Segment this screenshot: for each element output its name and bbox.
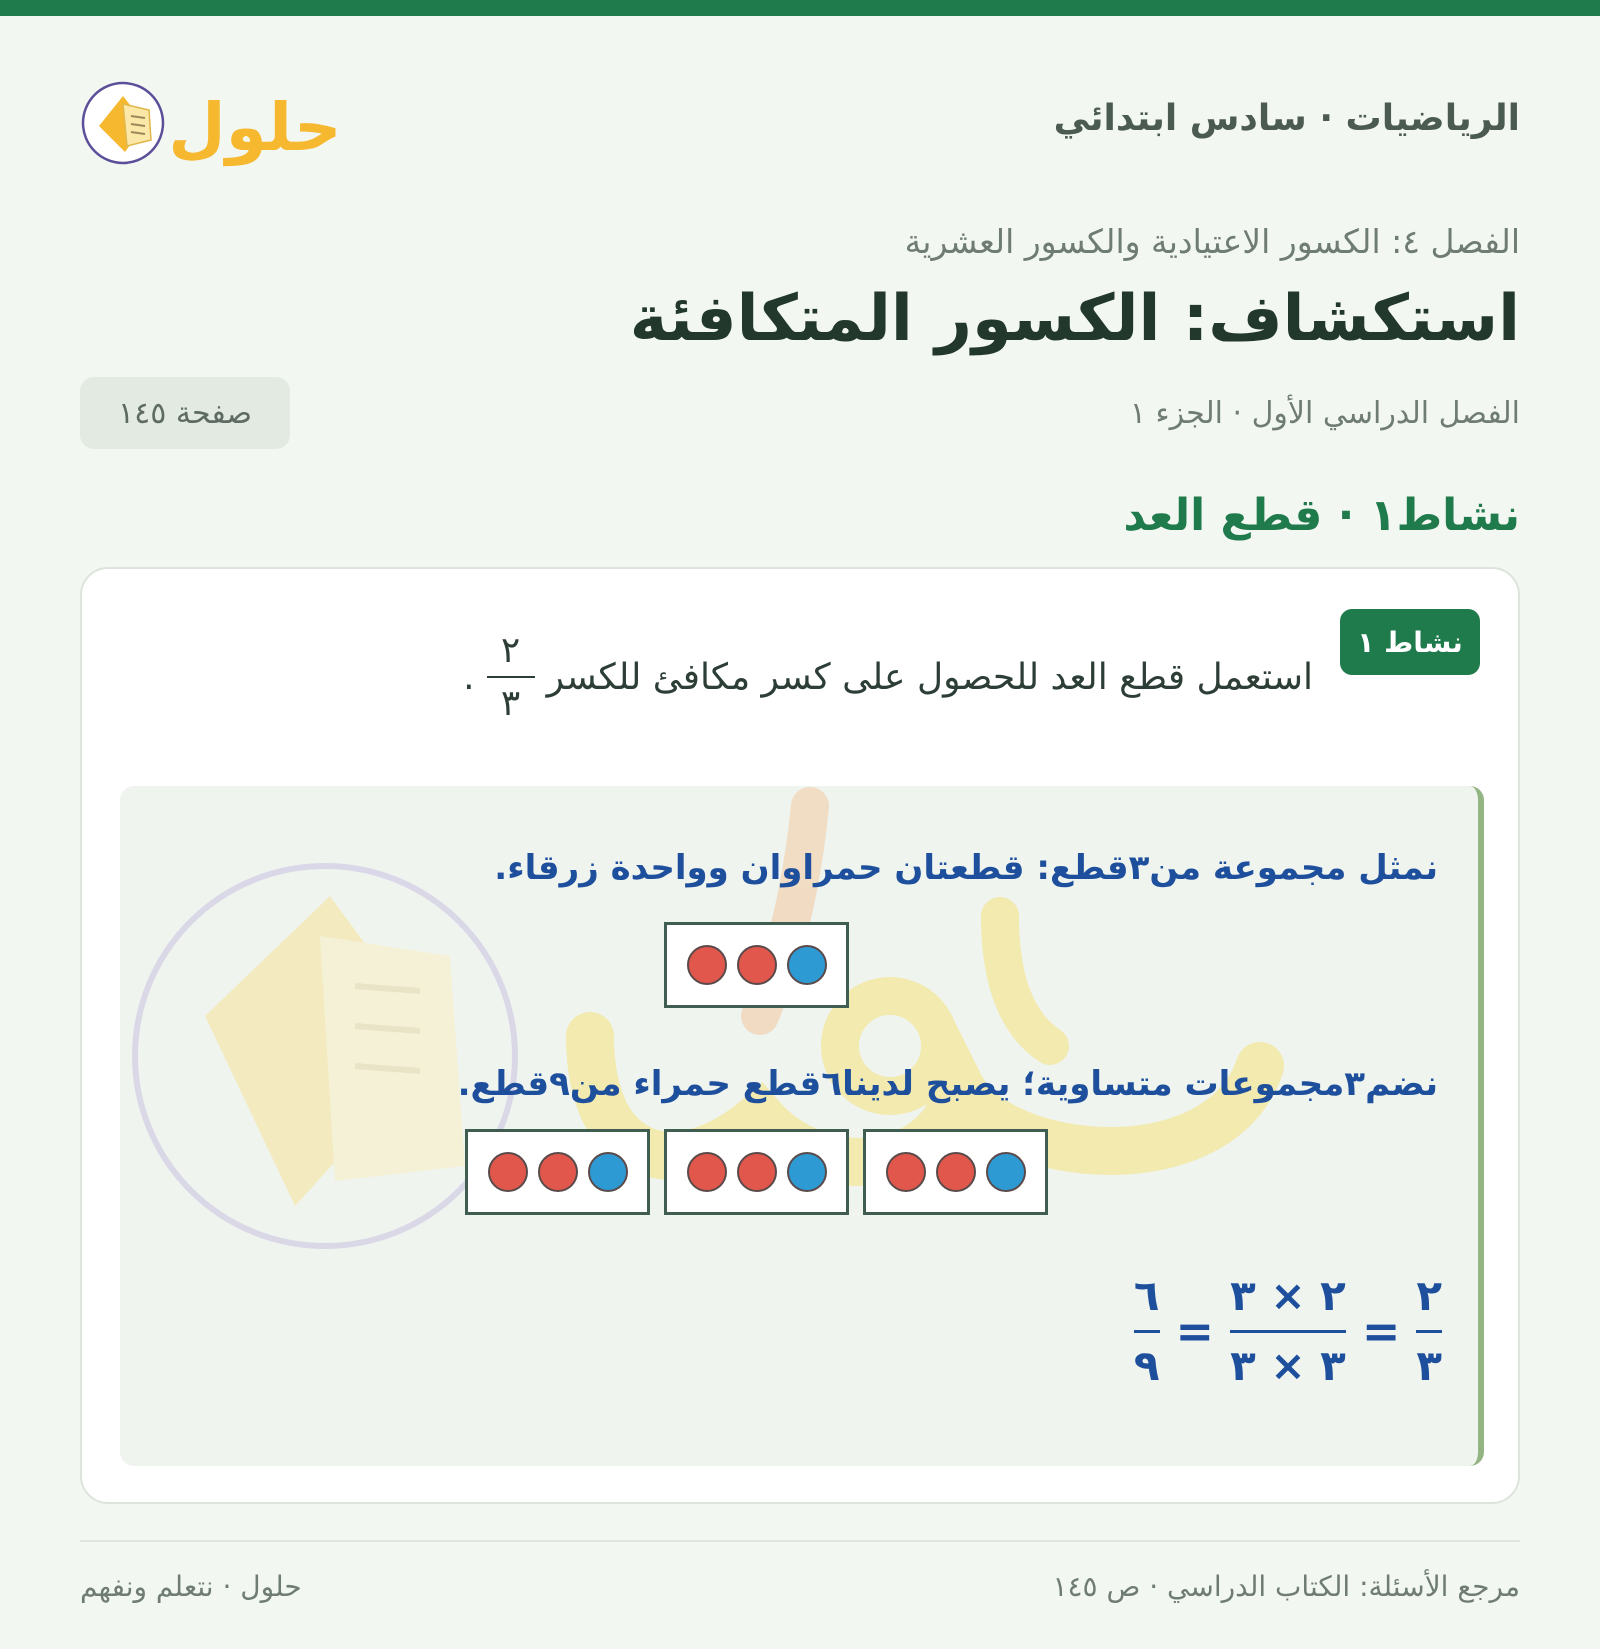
- fraction-bar: [1230, 1330, 1346, 1333]
- counter-group: [465, 1129, 650, 1215]
- chapter-label: الفصل ٤: الكسور الاعتيادية والكسور العشرية: [904, 222, 1520, 261]
- fraction-denominator: ٣: [500, 683, 521, 724]
- fraction-multiplied: [1230, 1269, 1346, 1393]
- fraction-denominator: ٣ × ٣: [1230, 1340, 1346, 1390]
- fraction-denominator: ٩: [1133, 1340, 1160, 1390]
- fraction-bar: [1134, 1330, 1160, 1333]
- svg-text:حلول: حلول: [168, 89, 342, 166]
- activity-card: [80, 567, 1520, 1504]
- red-counter: [886, 1152, 926, 1192]
- equivalence-equation: [1134, 1266, 1442, 1396]
- section-heading: نشاط١ · قطع العد: [1123, 490, 1520, 541]
- fraction-denominator: ٣: [1416, 1340, 1442, 1390]
- activity-badge: نشاط ١: [1340, 609, 1480, 675]
- counter-group: [664, 1129, 849, 1215]
- subject-label: الرياضيات · سادس ابتدائي: [1053, 98, 1520, 139]
- red-counter: [936, 1152, 976, 1192]
- red-counter: [488, 1152, 528, 1192]
- counter-group: [863, 1129, 1048, 1215]
- equals-sign: =: [1175, 1304, 1215, 1358]
- question-end: .: [463, 656, 475, 698]
- term-label: الفصل الدراسي الأول · الجزء ١: [1129, 396, 1520, 431]
- page-number-badge: صفحة ١٤٥: [80, 377, 290, 449]
- red-counter: [538, 1152, 578, 1192]
- counter-group: [664, 922, 849, 1008]
- footer-tagline: حلول · نتعلم ونفهم: [80, 1570, 302, 1603]
- fraction-numerator: ٢ × ٣: [1230, 1270, 1346, 1320]
- question-fraction: [487, 629, 535, 725]
- top-accent-bar: [0, 0, 1600, 16]
- question-text: استعمل قطع العد للحصول على كسر مكافئ للكسر: [546, 656, 1313, 698]
- fraction-numerator: ٦: [1133, 1270, 1160, 1320]
- footer-reference: مرجع الأسئلة: الكتاب الدراسي · ص ١٤٥: [1052, 1570, 1520, 1603]
- fraction-two-thirds: [1416, 1269, 1442, 1393]
- fraction-six-ninths: [1134, 1269, 1160, 1393]
- solution-step-1: نمثل مجموعة من٣قطع: قطعتان حمراوان وواحدة زرقاء.: [494, 848, 1438, 888]
- red-counter: [737, 1152, 777, 1192]
- solution-step-2: نضم٣مجموعات متساوية؛ يصبح لدينا٦قطع حمراء من٩قطع.: [457, 1064, 1438, 1104]
- blue-counter: [588, 1152, 628, 1192]
- brand-logo[interactable]: [79, 66, 359, 176]
- footer-divider: [80, 1540, 1520, 1542]
- page-title: استكشاف: الكسور المتكافئة: [629, 282, 1520, 356]
- hulool-logo-icon: [79, 66, 359, 176]
- solution-panel: [120, 786, 1484, 1466]
- red-counter: [687, 1152, 727, 1192]
- fraction-bar: [487, 676, 535, 678]
- red-counter: [687, 945, 727, 985]
- equals-sign: =: [1361, 1304, 1401, 1358]
- fraction-numerator: ٢: [500, 629, 521, 671]
- fraction-bar: [1416, 1330, 1442, 1333]
- blue-counter: [986, 1152, 1026, 1192]
- blue-counter: [787, 945, 827, 985]
- fraction-numerator: ٢: [1416, 1270, 1442, 1320]
- activity-question: [463, 617, 1313, 737]
- blue-counter: [787, 1152, 827, 1192]
- red-counter: [737, 945, 777, 985]
